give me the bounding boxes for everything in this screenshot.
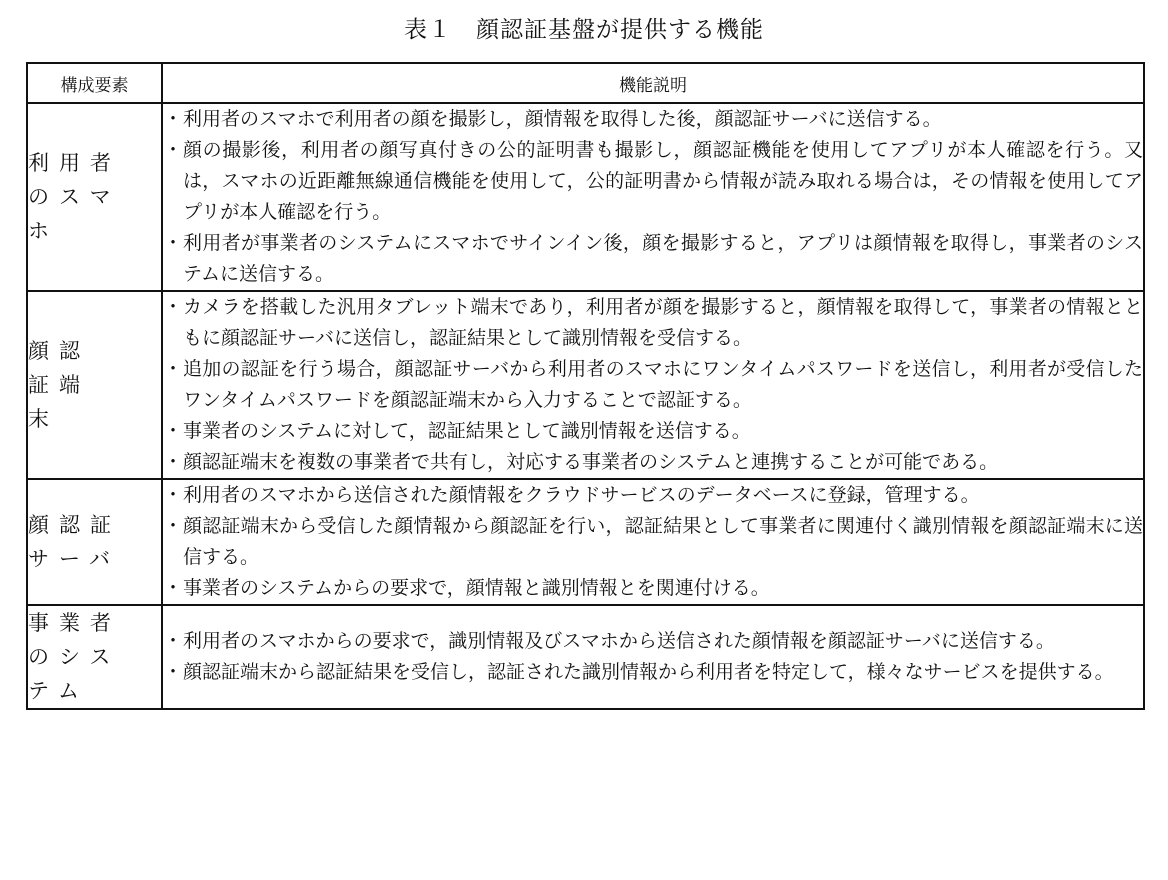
function-table — [26, 62, 1145, 710]
list-item-text: 追加の認証を行う場合，顔認証サーバから利用者のスマホにワンタイムパスワードを送信し，利用者が受信したワンタイムパスワードを顔認証端末から入力することで認証する。 — [183, 358, 1143, 411]
list-item-text: 事業者のシステムに対して，認証結果として識別情報を送信する。 — [183, 420, 751, 442]
list-item — [163, 228, 1143, 290]
list-item — [163, 511, 1143, 573]
list-item-text: 利用者が事業者のシステムにスマホでサインイン後，顔を撮影すると，アプリは顔情報を取得し，事業者のシステムに送信する。 — [183, 232, 1143, 285]
list-item — [163, 626, 1143, 657]
list-item-text: 顔認証端末から認証結果を受信し，認証された識別情報から利用者を特定して，様々なサービスを提供する。 — [183, 661, 1114, 683]
list-item — [163, 135, 1143, 228]
component-cell — [27, 605, 162, 709]
header-component: 構成要素 — [27, 63, 162, 103]
list-item-text: カメラを搭載した汎用タブレット端末であり，利用者が顔を撮影すると，顔情報を取得して，事業者の情報とともに顔認証サーバに送信し，認証結果として識別情報を受信する。 — [183, 296, 1143, 349]
list-item — [163, 480, 1143, 511]
bullet-mark: ・ — [163, 577, 183, 599]
list-item-text: 顔の撮影後，利用者の顔写真付きの公的証明書も撮影し，顔認証機能を使用してアプリが本人確認を行う。又は，スマホの近距離無線通信機能を使用して，公的証明書から情報が読み取れる場合は，その情報を使用してアプリが本人確認を行う。 — [183, 139, 1143, 223]
bullet-mark: ・ — [163, 484, 183, 506]
list-item — [163, 657, 1143, 688]
list-item-text: 利用者のスマホで利用者の顔を撮影し，顔情報を取得した後，顔認証サーバに送信する。 — [183, 108, 942, 130]
list-item-text: 利用者のスマホから送信された顔情報をクラウドサービスのデータベースに登録，管理する。 — [183, 484, 980, 506]
component-cell — [27, 291, 162, 479]
component-label: 顔認証サーバ — [28, 513, 121, 571]
description-cell — [162, 605, 1144, 709]
table-row — [27, 605, 1144, 709]
list-item-text: 顔認証端末から受信した顔情報から顔認証を行い，認証結果として事業者に関連付く識別情報を顔認証端末に送信する。 — [183, 515, 1143, 568]
list-item-text: 利用者のスマホからの要求で，識別情報及びスマホから送信された顔情報を顔認証サーバに送信する。 — [183, 630, 1055, 652]
bullet-mark: ・ — [163, 139, 183, 161]
list-item-text: 事業者のシステムからの要求で，顔情報と識別情報とを関連付ける。 — [183, 577, 770, 599]
table-row — [27, 479, 1144, 605]
bullet-mark: ・ — [163, 661, 183, 683]
header-description: 機能説明 — [162, 63, 1144, 103]
table-row — [27, 103, 1144, 291]
list-item — [163, 416, 1143, 447]
description-cell — [162, 291, 1144, 479]
component-label: 顔認証端末 — [28, 339, 90, 431]
component-label: 利用者のスマホ — [28, 151, 121, 243]
bullet-mark: ・ — [163, 630, 183, 652]
component-label: 事業者のシステム — [28, 611, 121, 703]
bullet-mark: ・ — [163, 358, 183, 380]
bullet-mark: ・ — [163, 420, 183, 442]
bullet-mark: ・ — [163, 296, 183, 318]
bullet-mark: ・ — [163, 108, 183, 130]
bullet-mark: ・ — [163, 451, 183, 473]
list-item — [163, 104, 1143, 135]
list-item — [163, 447, 1143, 478]
list-item — [163, 354, 1143, 416]
table-header-row — [27, 63, 1144, 103]
list-item — [163, 573, 1143, 604]
list-item — [163, 292, 1143, 354]
list-item-text: 顔認証端末を複数の事業者で共有し，対応する事業者のシステムと連携することが可能である。 — [183, 451, 999, 473]
bullet-mark: ・ — [163, 515, 183, 537]
bullet-mark: ・ — [163, 232, 183, 254]
component-cell — [27, 103, 162, 291]
table-row — [27, 291, 1144, 479]
table-title: 表１ 顔認証基盤が提供する機能 — [404, 17, 764, 43]
description-cell — [162, 479, 1144, 605]
component-cell — [27, 479, 162, 605]
description-cell — [162, 103, 1144, 291]
